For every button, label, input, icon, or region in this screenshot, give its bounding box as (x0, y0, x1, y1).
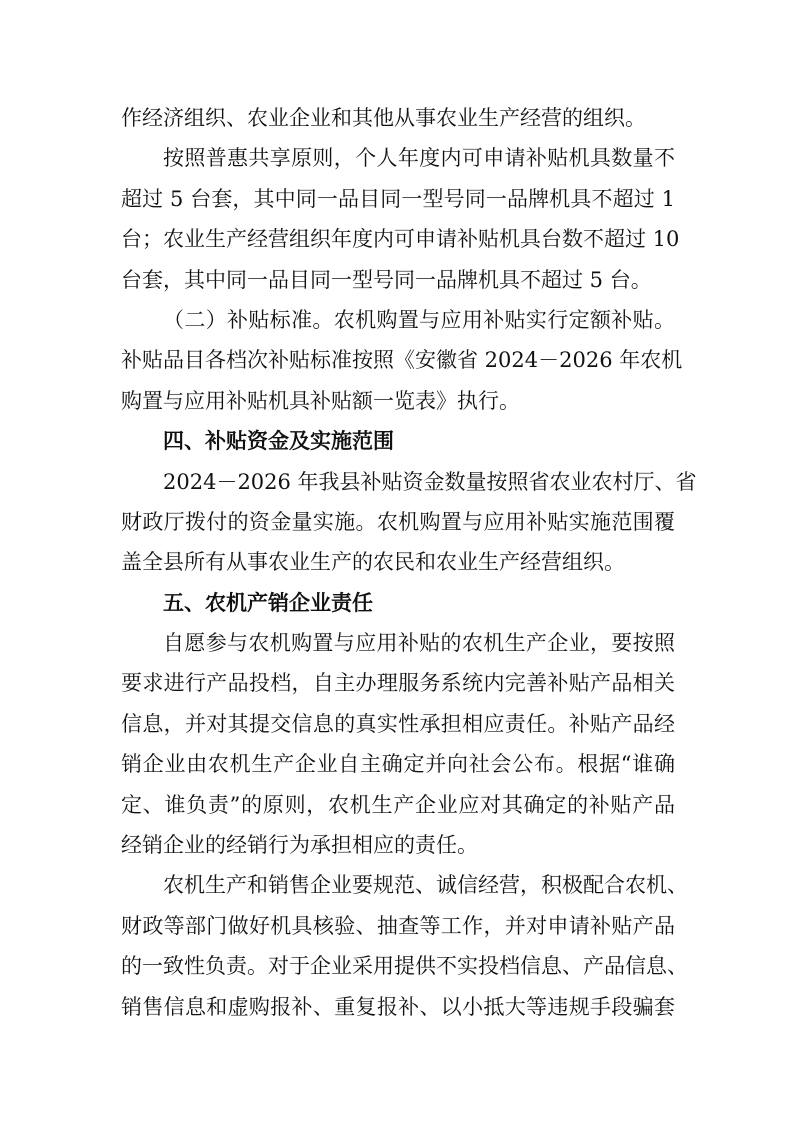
paragraph-line: 自愿参与农机购置与应用补贴的农机生产企业，要按照 (163, 631, 675, 656)
paragraph-line: 农机生产和销售企业要规范、诚信经营，积极配合农机、 (163, 873, 688, 898)
paragraph-line: 补贴品目各档次补贴标准按照《安徽省 2024－2026 年农机 (121, 348, 683, 373)
paragraph-line: 财政等部门做好机具核验、抽查等工作，并对申请补贴产品 (121, 913, 675, 938)
paragraph-line: 台；农业生产经营组织年度内可申请补贴机具台数不超过 10 (121, 227, 680, 252)
section-heading: 五、农机产销企业责任 (163, 590, 373, 615)
paragraph-line: 超过 5 台套，其中同一品目同一型号同一品牌机具不超过 1 (121, 186, 675, 211)
paragraph-line: （二）补贴标准。农机购置与应用补贴实行定额补贴。 (163, 307, 675, 332)
paragraph-line: 按照普惠共享原则，个人年度内可申请补贴机具数量不 (163, 146, 675, 171)
section-heading: 四、补贴资金及实施范围 (163, 429, 394, 454)
paragraph-line: 经销企业的经销行为承担相应的责任。 (121, 833, 478, 858)
document-body (121, 98, 697, 1027)
paragraph-line: 作经济组织、农业企业和其他从事农业生产经营的组织。 (121, 106, 646, 130)
paragraph-line: 信息，并对其提交信息的真实性承担相应责任。补贴产品经 (121, 711, 675, 736)
paragraph-line: 购置与应用补贴机具补贴额一览表》执行。 (121, 388, 520, 413)
paragraph-line: 财政厅拨付的资金量实施。农机购置与应用补贴实施范围覆 (121, 509, 675, 534)
paragraph-line: 的一致性负责。对于企业采用提供不实投档信息、产品信息、 (121, 954, 688, 979)
paragraph-line: 销售信息和虚购报补、重复报补、以小抵大等违规手段骗套 (121, 994, 675, 1019)
paragraph-line: 要求进行产品投档，自主办理服务系统内完善补贴产品相关 (121, 671, 675, 696)
paragraph-line: 台套，其中同一品目同一型号同一品牌机具不超过 5 台。 (121, 267, 652, 292)
paragraph-line: 盖全县所有从事农业生产的农民和农业生产经营组织。 (121, 550, 625, 575)
paragraph-line: 2024－2026 年我县补贴资金数量按照省农业农村厅、省 (163, 469, 697, 494)
paragraph-line: 定、谁负责”的原则，农机生产企业应对其确定的补贴产品 (121, 792, 675, 817)
paragraph-line: 销企业由农机生产企业自主确定并向社会公布。根据“谁确 (121, 752, 675, 777)
